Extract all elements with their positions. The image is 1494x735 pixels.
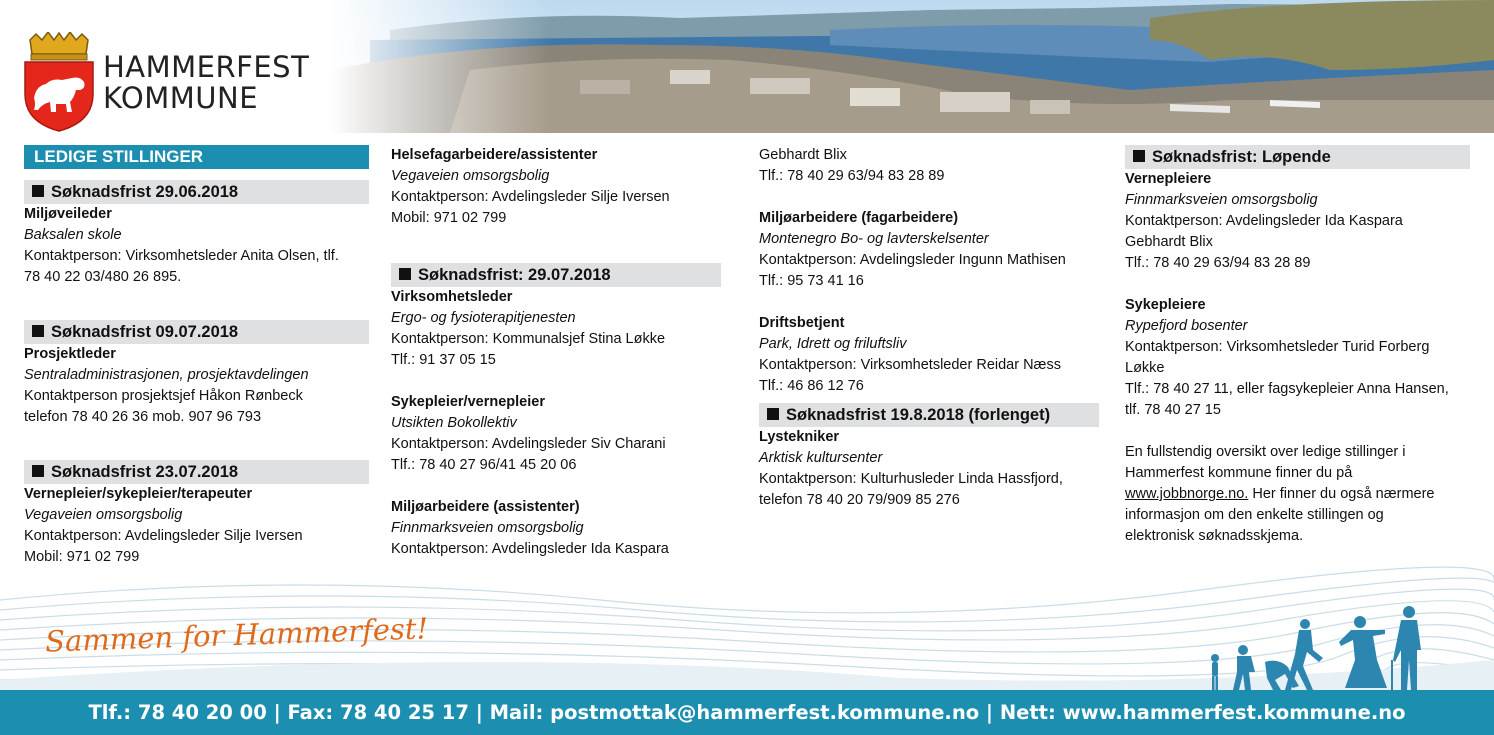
job-contact: Kontaktperson: Avdelingsleder Ida Kaspara: [1125, 213, 1403, 229]
section-title: LEDIGE STILLINGER: [24, 145, 369, 169]
job-contact-phone: Tlf.: 78 40 29 63/94 83 28 89: [1125, 255, 1311, 271]
job-title: Sykepleiere: [1125, 297, 1206, 313]
harbour-panorama-photo: [330, 0, 1494, 133]
logo-line-2: KOMMUNE: [103, 81, 259, 115]
deadline-text: Søknadsfrist 09.07.2018: [51, 323, 239, 341]
square-bullet-icon: [32, 465, 44, 477]
logo-line-1: HAMMERFEST: [103, 50, 310, 84]
job-contact-phone: Tlf.: 78 40 27 96/41 45 20 06: [391, 457, 577, 473]
job-title: Vernepleier/sykepleier/terapeuter: [24, 486, 253, 502]
job-title: Miljøarbeidere (fagarbeidere): [759, 210, 959, 226]
column-1: [24, 145, 369, 568]
job-contact: Kontaktperson: Avdelingsleder Ida Kaspara: [391, 541, 669, 557]
info-text: Her finner du også nærmere: [1248, 486, 1435, 502]
deadline-heading: [1125, 145, 1470, 169]
deadline-text: Søknadsfrist 23.07.2018: [51, 463, 239, 481]
job-contact: Kontaktperson: Avdelingsleder Ingunn Mathisen: [759, 252, 1066, 268]
column-4: [1125, 145, 1470, 547]
info-text: Hammerfest kommune finner du på: [1125, 465, 1353, 481]
job-contact-phone: 78 40 22 03/480 26 895.: [24, 269, 182, 285]
info-text-line: [1125, 484, 1470, 505]
job-contact: Kontaktperson: Avdelingsleder Silje Iversen: [24, 528, 303, 544]
job-contact-phone: tlf. 78 40 27 15: [1125, 402, 1221, 418]
job-title: Miljøveileder: [24, 206, 112, 222]
job-title: Virksomhetsleder: [391, 289, 513, 305]
job-contact-phone: telefon 78 40 26 36 mob. 907 96 793: [24, 409, 262, 425]
square-bullet-icon: [32, 325, 44, 337]
job-contact: Kontaktperson: Virksomhetsleder Reidar Næss: [759, 357, 1061, 373]
deadline-heading: [391, 263, 721, 287]
people-silhouettes: [1195, 600, 1455, 692]
info-text: En fullstendig oversikt over ledige stillinger i: [1125, 444, 1406, 460]
square-bullet-icon: [32, 185, 44, 197]
square-bullet-icon: [1133, 150, 1145, 162]
deadline-heading: [24, 180, 369, 204]
job-contact-phone: Mobil: 971 02 799: [391, 210, 507, 226]
job-contact-phone: Tlf.: 95 73 41 16: [759, 273, 864, 289]
job-location: Utsikten Bokollektiv: [391, 415, 517, 431]
column-3: [759, 145, 1099, 511]
job-title: Vernepleiere: [1125, 171, 1212, 187]
job-location: Ergo- og fysioterapitjenesten: [391, 310, 576, 326]
slogan: Sammen for Hammerfest!: [44, 611, 429, 659]
job-contact: Løkke: [1125, 360, 1165, 376]
job-location: Finnmarksveien omsorgsbolig: [1125, 192, 1318, 208]
job-title: Driftsbetjent: [759, 315, 845, 331]
job-contact-phone: Tlf.: 46 86 12 76: [759, 378, 864, 394]
job-contact: Kontaktperson: Avdelingsleder Silje Iversen: [391, 189, 670, 205]
job-location: Montenegro Bo- og lavterskelsenter: [759, 231, 989, 247]
deadline-heading: [24, 320, 369, 344]
deadline-text: Søknadsfrist 19.8.2018 (forlenget): [786, 406, 1051, 424]
job-title: Lystekniker: [759, 429, 840, 445]
job-contact-continued: Gebhardt Blix: [759, 147, 847, 163]
header: [0, 0, 1494, 135]
job-location: Finnmarksveien omsorgsbolig: [391, 520, 584, 536]
job-location: Sentraladministrasjonen, prosjektavdelingen: [24, 367, 309, 383]
job-contact-phone: Tlf.: 78 40 29 63/94 83 28 89: [759, 168, 945, 184]
column-2: [391, 145, 721, 560]
job-contact-phone: Tlf.: 78 40 27 11, eller fagsykepleier Anna Hansen,: [1125, 381, 1449, 397]
municipality-name: [103, 52, 309, 114]
deadline-text: Søknadsfrist 29.06.2018: [51, 183, 239, 201]
job-title: Sykepleier/vernepleier: [391, 394, 545, 410]
deadline-text: Søknadsfrist: 29.07.2018: [418, 266, 611, 284]
deadline-heading: [24, 460, 369, 484]
job-contact-phone: Tlf.: 91 37 05 15: [391, 352, 496, 368]
job-contact: Kontaktperson: Virksomhetsleder Turid Forberg: [1125, 339, 1430, 355]
job-location: Baksalen skole: [24, 227, 122, 243]
info-text: informasjon om den enkelte stillingen og: [1125, 507, 1384, 523]
footer-contact-bar: Tlf.: 78 40 20 00 | Fax: 78 40 25 17 | Mail: postmottak@hammerfest.kommune.no | Nett: www.hammerfest.kommune.no: [0, 690, 1494, 735]
square-bullet-icon: [767, 408, 779, 420]
info-text: elektronisk søknadsskjema.: [1125, 528, 1304, 544]
deadline-text: Søknadsfrist: Løpende: [1152, 148, 1331, 166]
job-contact: Kontaktperson prosjektsjef Håkon Rønbeck: [24, 388, 303, 404]
coat-of-arms-logo: [22, 32, 96, 132]
job-title: Miljøarbeidere (assistenter): [391, 499, 580, 515]
jobbnorge-link[interactable]: www.jobbnorge.no.: [1125, 486, 1249, 502]
job-contact-phone: Mobil: 971 02 799: [24, 549, 140, 565]
deadline-heading: [759, 403, 1099, 427]
job-contact: Gebhardt Blix: [1125, 234, 1213, 250]
job-contact: Kontaktperson: Kulturhusleder Linda Hassfjord,: [759, 471, 1063, 487]
job-location: Vegaveien omsorgsbolig: [24, 507, 183, 523]
job-title: Helsefagarbeidere/assistenter: [391, 147, 598, 163]
job-contact: Kontaktperson: Virksomhetsleder Anita Olsen, tlf.: [24, 248, 339, 264]
job-location: Arktisk kultursenter: [759, 450, 883, 466]
job-location: Vegaveien omsorgsbolig: [391, 168, 550, 184]
job-contact: Kontaktperson: Kommunalsjef Stina Løkke: [391, 331, 666, 347]
job-contact-phone: telefon 78 40 20 79/909 85 276: [759, 492, 960, 508]
job-contact: Kontaktperson: Avdelingsleder Siv Charani: [391, 436, 666, 452]
job-location: Rypefjord bosenter: [1125, 318, 1248, 334]
job-title: Prosjektleder: [24, 346, 116, 362]
job-location: Park, Idrett og friluftsliv: [759, 336, 907, 352]
square-bullet-icon: [399, 268, 411, 280]
